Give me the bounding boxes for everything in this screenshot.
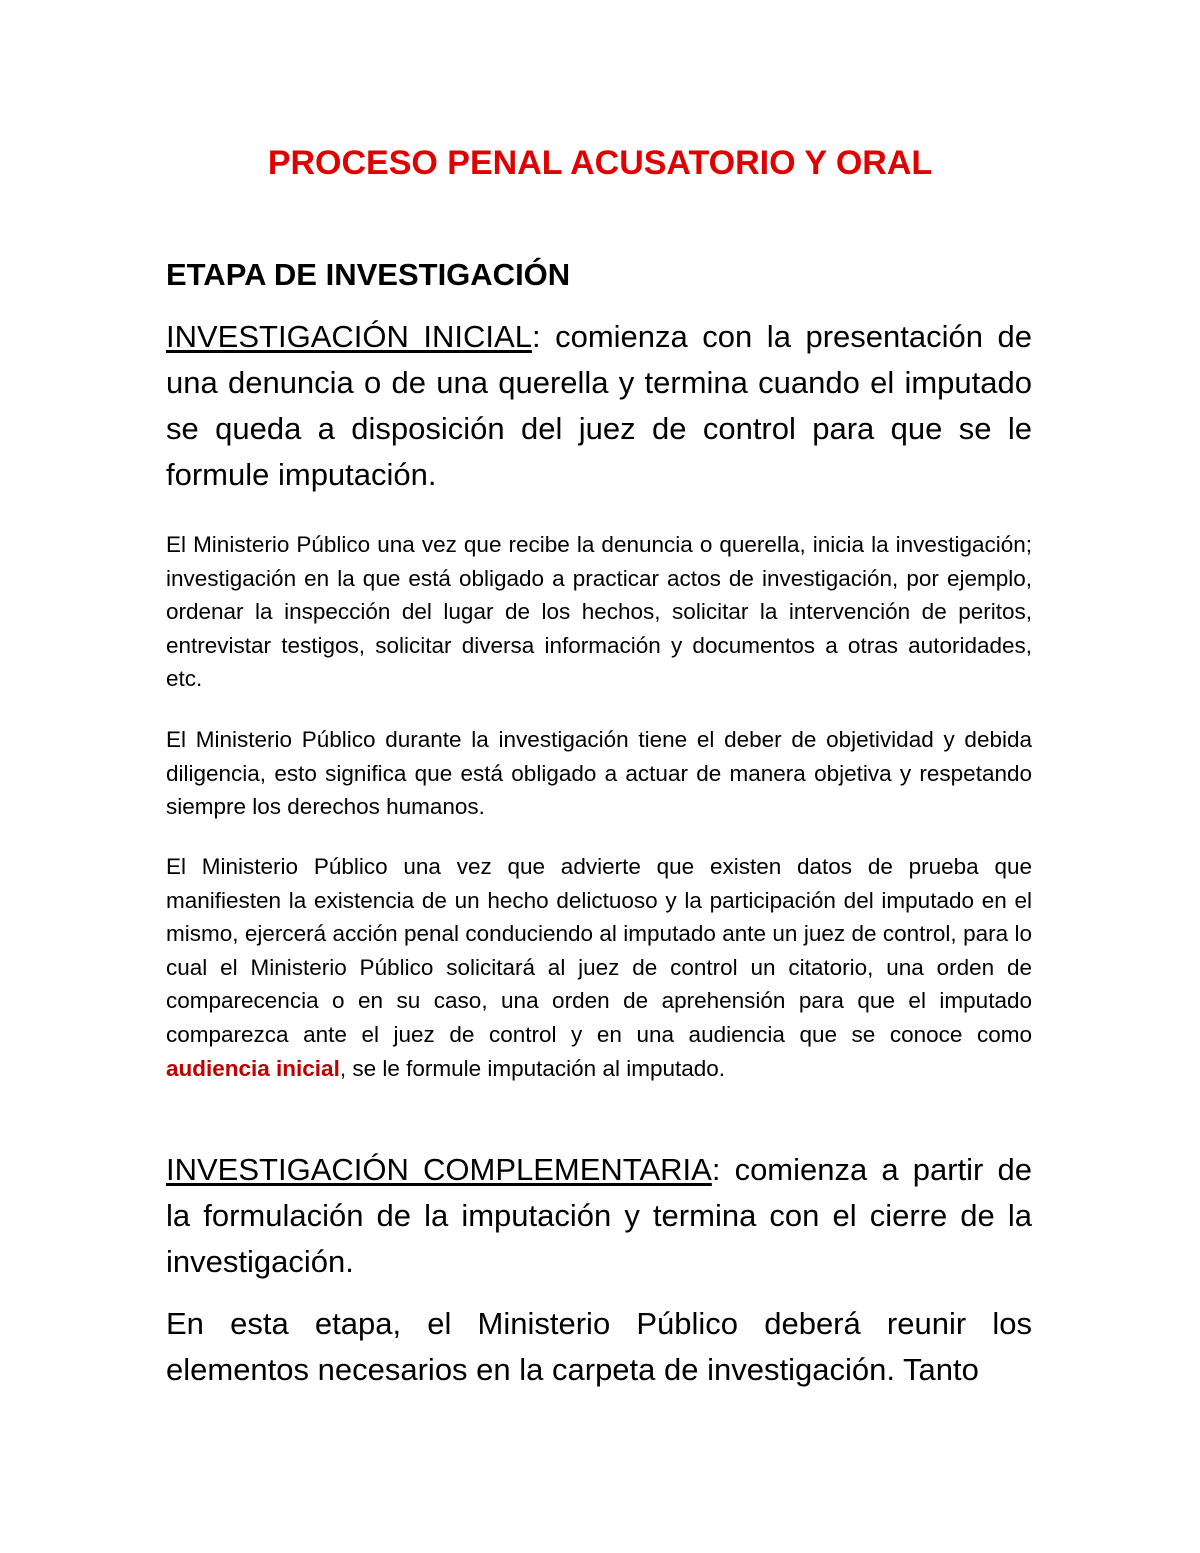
paragraph-investigacion-complementaria [166,1147,1032,1285]
paragraph-3-end: , se le formule imputación al imputado. [339,1055,726,1081]
document-title: PROCESO PENAL ACUSATORIO Y ORAL [267,144,933,182]
paragraph-investigacion-inicial [166,314,1032,498]
highlight-audiencia-inicial: audiencia inicial [166,1055,340,1081]
label-investigacion-complementaria: INVESTIGACIÓN COMPLEMENTARIA [166,1152,712,1187]
paragraph-2: El Ministerio Público durante la investigación tiene el deber de objetividad y debida diligencia, esto significa que está obligado a actuar de manera objetiva y respetando siempre los derechos humanos. [166,727,1032,820]
text-investigacion-inicial: : comienza con la presentación de una denuncia o de una querella y termina cuando el imputado se queda a disposición del juez de control para que se le formule imputación. [166,319,1032,492]
section-heading: ETAPA DE INVESTIGACIÓN [166,257,571,292]
paragraph-1: El Ministerio Público una vez que recibe la denuncia o querella, inicia la investigación; investigación en la que está obligado a practicar actos de investigación, por ejemplo, ordenar la inspección del lugar de los hechos, solicitar la intervención de peritos, entrevistar testigos, solicitar diversa información y documentos a otras autoridades, etc. [166,532,1032,692]
label-investigacion-inicial: INVESTIGACIÓN INICIAL [166,319,532,354]
text-investigacion-complementaria: : comienza a partir de la formulación de la imputación y termina con el cierre de la investigación. [166,1152,1032,1279]
paragraph-3-text: El Ministerio Público una vez que advierte que existen datos de prueba que manifiesten la existencia de un hecho delictuoso y la participación del imputado en el mismo, ejercerá acción penal conduciendo al imputado ante un juez de control, para lo cual el Ministerio Público solicitará al juez de control un citatorio, una orden de comparecencia o en su caso, una orden de aprehensión para que el imputado comparezca ante el juez de control y en una audiencia que se conoce como [166,854,1032,1047]
paragraph-3 [166,850,1032,1085]
paragraph-4: En esta etapa, el Ministerio Público deberá reunir los elementos necesarios en la carpeta de investigación. Tanto [166,1306,1032,1387]
